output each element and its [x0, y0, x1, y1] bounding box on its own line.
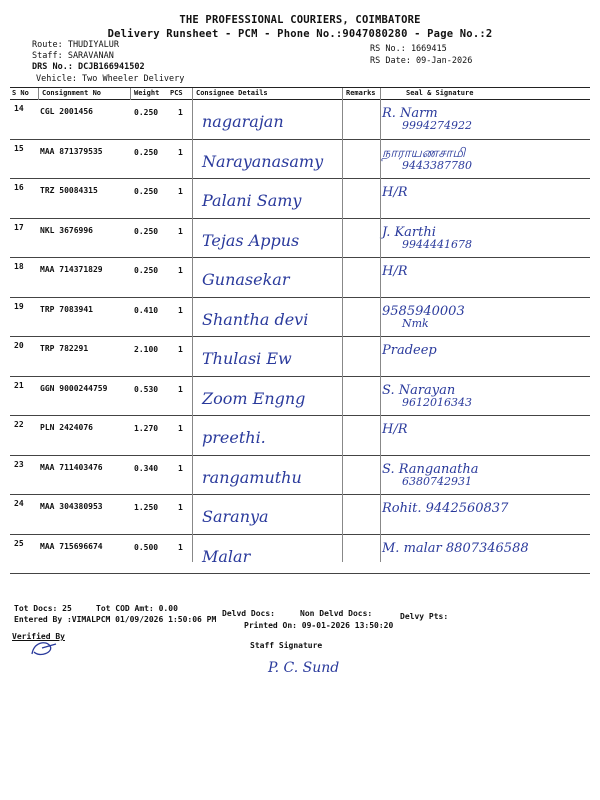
- row-pcs: 1: [178, 305, 183, 315]
- row-consignee: Malar: [202, 546, 251, 566]
- row-sno: 24: [14, 499, 24, 508]
- row-weight: 0.340: [134, 463, 159, 473]
- col-remarks-header: Remarks: [346, 89, 376, 97]
- table-row: [10, 416, 590, 456]
- table-header-row: [10, 88, 590, 100]
- table-row: [10, 495, 590, 535]
- row-sno: 22: [14, 420, 24, 429]
- company-title: THE PROFESSIONAL COURIERS, COIMBATORE: [179, 14, 421, 26]
- row-weight: 0.250: [134, 226, 159, 236]
- row-seal-signature-line1: H/R: [382, 422, 408, 437]
- row-weight: 0.500: [134, 542, 159, 552]
- row-consignment-no: TRP 7083941: [40, 304, 93, 314]
- staff-signature: P. C. Sund: [268, 660, 340, 676]
- delivery-points: Delvy Pts:: [400, 612, 449, 621]
- row-consignment-no: NKL 3676996: [40, 225, 93, 235]
- row-consignee: Tejas Appus: [202, 230, 300, 250]
- row-pcs: 1: [178, 147, 183, 157]
- table-row: [10, 258, 590, 298]
- runsheet-table: [10, 87, 590, 574]
- col-sno-header: S No: [12, 89, 29, 97]
- printed-on: Printed On: 09-01-2026 13:50:20: [244, 621, 394, 630]
- non-delivered-docs: Non Delvd Docs:: [300, 609, 373, 618]
- table-row: [10, 535, 590, 575]
- row-seal-signature-line1: R. Narm: [382, 106, 438, 121]
- row-consignee: Zoom Engng: [202, 388, 306, 408]
- row-consignment-no: MAA 871379535: [40, 146, 103, 156]
- route-info: Route: THUDIYALUR: [32, 40, 119, 50]
- row-weight: 2.100: [134, 345, 159, 354]
- table-row: [10, 140, 590, 180]
- row-sno: 17: [14, 222, 24, 232]
- row-consignee: Thulasi Ew: [202, 349, 292, 368]
- row-seal-signature-line1: S. Ranganatha: [382, 461, 479, 477]
- staff-info: Staff: SARAVANAN: [32, 51, 114, 61]
- row-seal-signature-line1: Rohit. 9442560837: [382, 501, 509, 516]
- table-row: [10, 179, 590, 219]
- total-cod-amount: Tot COD Amt: 0.00: [96, 604, 178, 613]
- row-pcs: 1: [178, 266, 183, 275]
- verifier-signature-mark: [28, 636, 60, 660]
- row-seal-signature-line1: 9585940003: [382, 303, 465, 319]
- row-pcs: 1: [178, 226, 183, 236]
- entered-by: Entered By :VIMALPCM 01/09/2026 1:50:06 PM: [14, 615, 217, 624]
- row-seal-signature: [382, 461, 479, 488]
- row-seal-signature-line2: 9612016343: [402, 395, 472, 409]
- row-seal-signature-line2: 9443387780: [402, 158, 472, 172]
- total-docs: Tot Docs: 25: [14, 604, 72, 613]
- row-weight: 0.250: [134, 108, 159, 117]
- row-sno: 25: [14, 538, 24, 548]
- row-pcs: 1: [178, 108, 183, 117]
- row-pcs: 1: [178, 187, 183, 196]
- row-weight: 0.530: [134, 384, 159, 394]
- row-sno: 15: [14, 143, 24, 153]
- drs-number: DRS No.: DCJB166941502: [32, 62, 145, 72]
- row-pcs: 1: [178, 384, 183, 394]
- row-seal-signature-line1: நாராயணசாமி: [382, 145, 466, 161]
- row-consignment-no: MAA 715696674: [40, 541, 103, 551]
- row-sno: 20: [14, 341, 24, 350]
- row-pcs: 1: [178, 424, 183, 433]
- row-pcs: 1: [178, 345, 183, 354]
- table-row: [10, 100, 590, 140]
- row-consignee: Narayanasamy: [202, 151, 324, 171]
- col-seal-header: Seal & Signature: [406, 89, 474, 97]
- row-pcs: 1: [178, 463, 183, 473]
- rs-number: RS No.: 1669415: [370, 44, 447, 54]
- row-consignment-no: PLN 2424076: [40, 423, 93, 432]
- col-pcs-header: PCS: [170, 89, 183, 97]
- row-consignment-no: TRZ 50084315: [40, 186, 98, 195]
- row-seal-signature: [382, 266, 408, 278]
- table-row: [10, 298, 590, 338]
- row-consignment-no: MAA 304380953: [40, 502, 103, 511]
- row-seal-signature-line1: J. Karthi: [382, 224, 436, 240]
- row-seal-signature: [382, 145, 472, 172]
- table-row: [10, 219, 590, 259]
- rs-date: RS Date: 09-Jan-2026: [370, 56, 473, 66]
- row-seal-signature-line1: S. Narayan: [382, 382, 456, 398]
- table-row: [10, 377, 590, 417]
- row-seal-signature: [382, 187, 408, 199]
- row-sno: 16: [14, 183, 24, 192]
- row-seal-signature-line2: 9994274922: [402, 119, 472, 132]
- row-consignee: rangamuthu: [202, 467, 302, 487]
- row-consignee: Shantha devi: [202, 309, 309, 329]
- row-consignment-no: CGL 2001456: [40, 107, 93, 116]
- row-seal-signature-line2: 6380742931: [402, 474, 472, 488]
- row-weight: 0.250: [134, 147, 159, 157]
- row-weight: 0.410: [134, 305, 159, 315]
- col-weight-header: Weight: [134, 89, 160, 97]
- col-consignee-header: Consignee Details: [196, 89, 268, 97]
- row-seal-signature: [382, 303, 465, 330]
- row-consignee: nagarajan: [202, 112, 284, 131]
- row-weight: 0.250: [134, 266, 159, 275]
- table-body: [10, 100, 590, 574]
- vehicle-info: Vehicle: Two Wheeler Delivery: [36, 74, 185, 84]
- row-consignee: Palani Samy: [202, 191, 302, 210]
- row-weight: 0.250: [134, 187, 159, 196]
- col-consignment-header: Consignment No: [42, 89, 102, 97]
- row-sno: 23: [14, 459, 24, 469]
- row-seal-signature: [382, 224, 472, 251]
- row-consignment-no: MAA 714371829: [40, 265, 103, 274]
- row-weight: 1.250: [134, 503, 159, 512]
- row-seal-signature-line2: Nmk: [402, 316, 429, 330]
- runsheet-subtitle: Delivery Runsheet - PCM - Phone No.:9047080280 - Page No.:2: [107, 28, 493, 40]
- row-consignee: Gunasekar: [202, 270, 290, 289]
- row-consignee: Saranya: [202, 507, 269, 526]
- row-consignee: preethi.: [202, 428, 266, 447]
- row-seal-signature: [382, 382, 472, 409]
- row-consignment-no: MAA 711403476: [40, 462, 103, 472]
- row-pcs: 1: [178, 542, 183, 552]
- row-pcs: 1: [178, 503, 183, 512]
- row-sno: 19: [14, 301, 24, 311]
- row-sno: 14: [14, 104, 24, 113]
- row-seal-signature: [382, 424, 408, 436]
- row-seal-signature: [382, 540, 529, 556]
- delivered-docs: Delvd Docs:: [222, 609, 275, 618]
- row-seal-signature-line2: 9944441678: [402, 237, 472, 251]
- verified-by: Verified By: [12, 632, 65, 641]
- row-weight: 1.270: [134, 424, 159, 433]
- row-sno: 18: [14, 262, 24, 271]
- row-seal-signature: [382, 503, 508, 515]
- row-seal-signature: [382, 108, 472, 132]
- row-seal-signature-line1: Pradeep: [382, 343, 437, 358]
- row-consignment-no: GGN 9000244759: [40, 383, 108, 393]
- row-sno: 21: [14, 380, 24, 390]
- table-row: [10, 456, 590, 496]
- row-seal-signature-line1: M. malar 8807346588: [382, 540, 529, 556]
- row-consignment-no: TRP 782291: [40, 344, 89, 353]
- staff-signature-label: Staff Signature: [250, 641, 323, 650]
- row-seal-signature-line1: H/R: [382, 264, 408, 279]
- row-seal-signature-line1: H/R: [382, 185, 408, 200]
- row-seal-signature: [382, 345, 437, 357]
- table-row: [10, 337, 590, 377]
